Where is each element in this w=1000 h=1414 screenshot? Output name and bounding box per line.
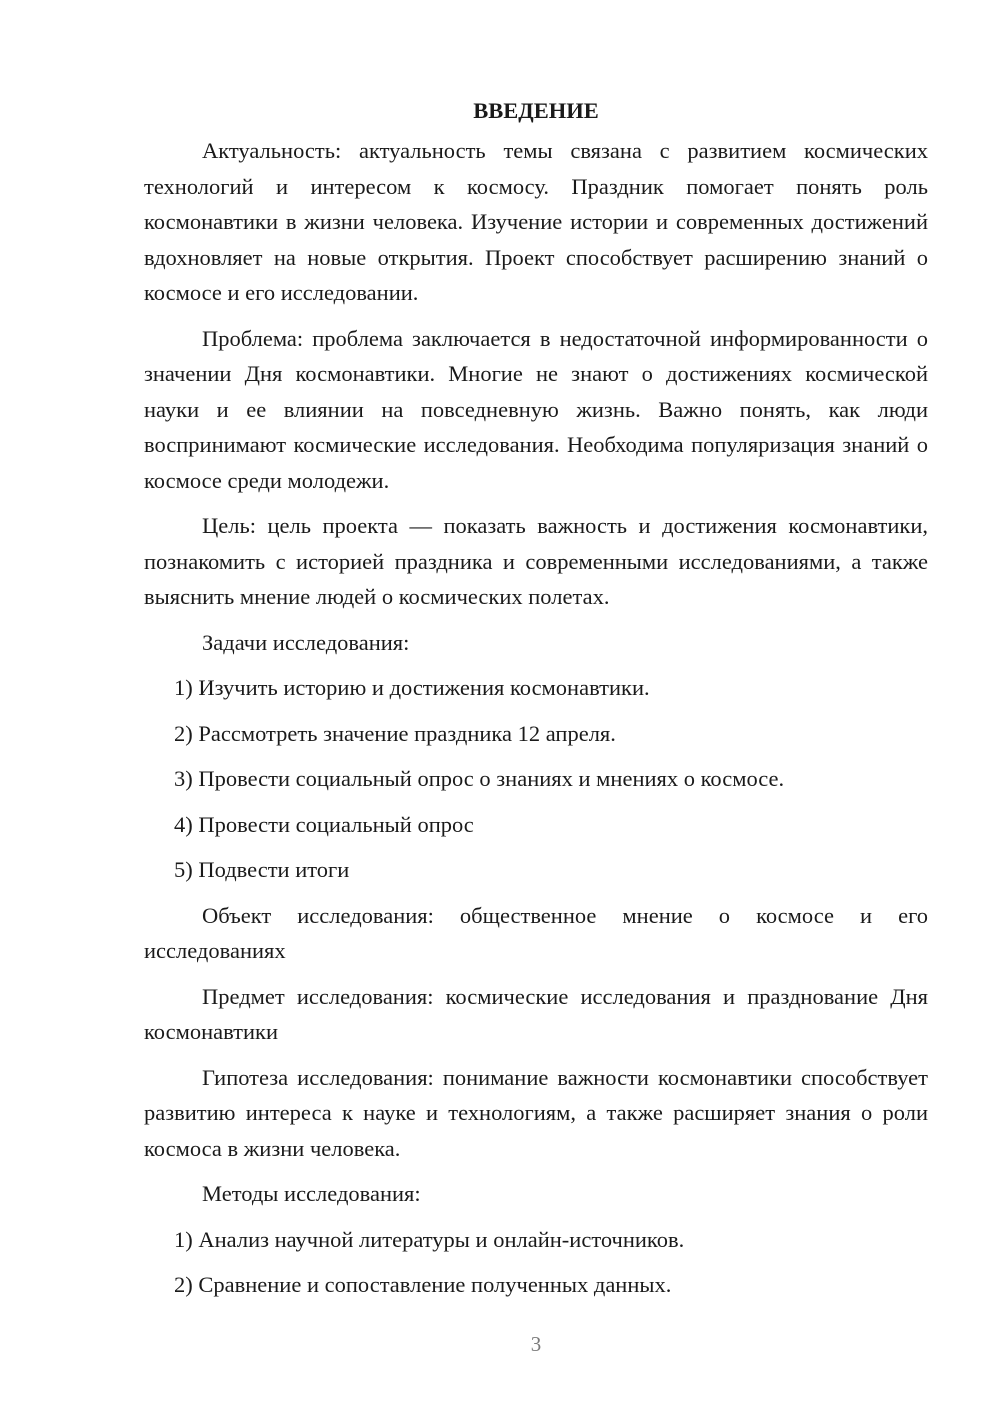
list-item-task-2: 2) Рассмотреть значение праздника 12 апреля.	[174, 720, 616, 746]
goal-paragraph: Цель: цель проекта — показать важность и достижения космонавтики, познакомить с историей праздника и современными исследованиями, а также выяснить мнение людей о космических полетах.	[144, 513, 928, 609]
tasks-heading: Задачи исследования:	[202, 629, 410, 655]
page-number: 3	[530, 1332, 542, 1356]
relevance-paragraph: Актуальность: актуальность темы связана с развитием космических технологий и интересом к космосу. Праздник помогает понять роль космонавтики в жизни человека. Изучение истории и современных достижений вдохновляет на новые открытия. Проект способствует расширению знаний о космосе и его исследовании.	[144, 138, 928, 305]
section-title: ВВЕДЕНИЕ	[473, 98, 599, 123]
subject-paragraph: Предмет исследования: космические исследования и празднование Дня космонавтики	[144, 983, 928, 1044]
problem-paragraph: Проблема: проблема заключается в недостаточной информированности о значении Дня космонавтики. Многие не знают о достижениях космической науки и ее влиянии на повседневную жизнь. Важно понять, как люди воспринимают космические исследования. Необходима популяризация знаний о космосе среди молодежи.	[144, 325, 928, 493]
document-page	[144, 96, 928, 1313]
object-paragraph: Объект исследования: общественное мнение о космосе и его исследованиях	[144, 902, 928, 963]
list-item-method-1: 1) Анализ научной литературы и онлайн-источников.	[174, 1226, 685, 1252]
list-item-task-3: 3) Провести социальный опрос о знаниях и мнениях о космосе.	[174, 766, 785, 791]
list-item-method-2: 2) Сравнение и сопоставление полученных данных.	[174, 1272, 672, 1297]
hypothesis-paragraph: Гипотеза исследования: понимание важности космонавтики способствует развитию интереса к науке и технологиям, а также расширяет знания о роли космоса в жизни человека.	[144, 1064, 928, 1161]
list-item-task-4: 4) Провести социальный опрос	[174, 811, 474, 837]
list-item-task-1: 1) Изучить историю и достижения космонавтики.	[174, 675, 650, 700]
list-item-task-5: 5) Подвести итоги	[174, 857, 350, 882]
methods-heading: Методы исследования:	[202, 1181, 421, 1206]
